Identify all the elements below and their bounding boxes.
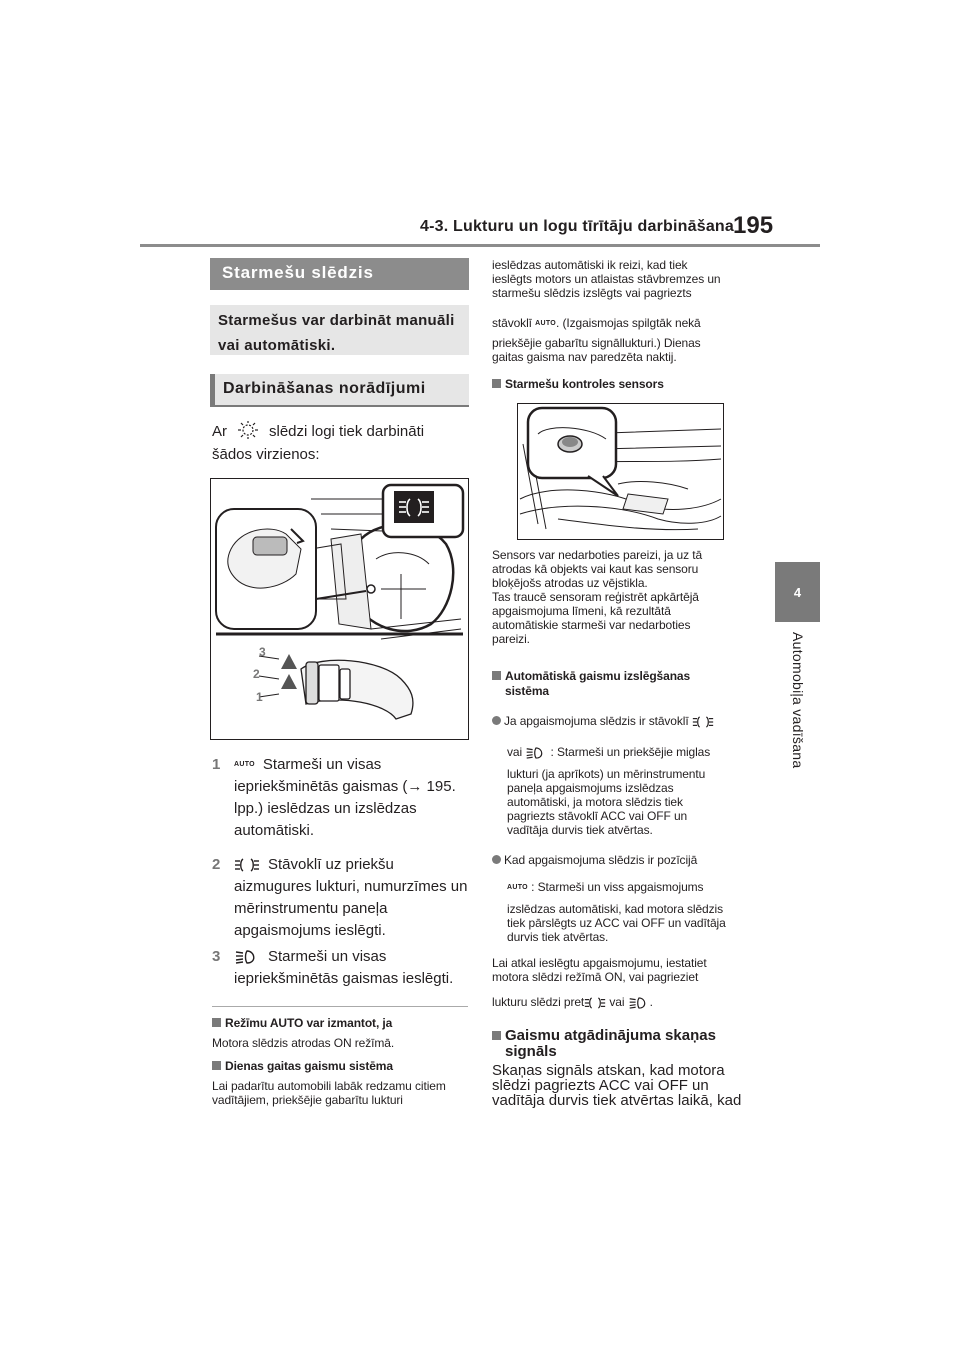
auto-icon: AUTO [535, 320, 557, 327]
drl-continuation-2 [492, 336, 762, 364]
step-text: apgaismojums ieslēgti. [234, 922, 386, 939]
note-heading [212, 1016, 392, 1031]
intro-box: Starmešus var darbināt manuāli vai automātiski. [210, 305, 469, 355]
step-text: iepriekšminētās gaismas ieslēgti. [234, 970, 454, 987]
section-heading: Darbināšanas norādījumi [210, 374, 469, 407]
chapter-tab: 4 [775, 562, 820, 622]
header-rule [140, 244, 820, 247]
intro-paragraph [212, 420, 472, 466]
round-bullet-icon [492, 855, 501, 864]
headlight-icon [525, 746, 547, 760]
text-fragment: : Starmeši un priekšējie miglas [550, 745, 711, 759]
switch-illustration [210, 478, 469, 740]
headlight-icon [628, 996, 650, 1010]
restore-line [492, 995, 762, 1010]
position-label-2: 2 [253, 667, 260, 681]
text-line: automātiskie starmeši var nedarboties [492, 618, 691, 632]
bullet-1-head [492, 714, 762, 729]
step-1 [212, 754, 470, 842]
drl-continuation [492, 258, 762, 300]
intro-text-after: slēdzi logi tiek darbināti [269, 423, 425, 440]
text-line: vadītāja durvis tiek atvērtas laikā, kad [492, 1092, 742, 1109]
step-text: automātiski. [234, 822, 315, 839]
text-line: starmešu slēdzis izslēgts vai pagriezts [492, 286, 692, 300]
note-text [212, 1079, 446, 1107]
step-text: Starmeši un visas [262, 756, 382, 773]
auto-off-heading [492, 669, 762, 699]
step-number: 2 [212, 856, 221, 873]
square-bullet-icon [212, 1061, 221, 1070]
text-line: slēdzi pagriezts ACC vai OFF un [492, 1077, 709, 1094]
text-line: Skaņas signāls atskan, kad motora [492, 1062, 725, 1079]
restore-text [492, 956, 762, 984]
step-text: aizmugures lukturi, numurzīmes un [234, 878, 468, 895]
note-line: vadītājiem, priekšējie gabarītu lukturi [212, 1093, 403, 1107]
sensor-text [492, 548, 762, 646]
light-switch-icon [233, 420, 263, 440]
text-fragment: : Starmeši un viss apgaismojums [531, 880, 704, 894]
text-line: apgaismojuma līmeni, kā rezultātā [492, 604, 671, 618]
step-2 [212, 854, 470, 942]
bullet-2-text [507, 902, 767, 944]
text-line: Sensors var nedarboties pareizi, ja uz tā [492, 548, 703, 562]
text-fragment: Ja apgaismojuma slēdzis ir stāvoklī [504, 714, 689, 728]
bullet-2-line [507, 880, 767, 895]
position-label-3: 3 [259, 645, 266, 659]
text-line: priekšējie gabarītu signāllukturi.) Dienas [492, 336, 701, 350]
text-fragment: . (Izgaismojas spilgtāk nekā [556, 316, 701, 330]
text-line: paneļa apgaismojums izslēdzas [507, 781, 674, 795]
section-header: 4-3. Lukturu un logu tīrītāju darbināšana [420, 218, 735, 235]
heading-line: Gaismu atgādinājuma skaņas [505, 1027, 716, 1044]
reminder-heading [492, 1028, 752, 1060]
auto-icon: AUTO [234, 761, 255, 768]
step-text: Starmeši un visas [268, 948, 387, 965]
note-line: Lai padarītu automobili labāk redzamu citiem [212, 1079, 446, 1093]
page-number: 195 [733, 212, 774, 239]
bullet-1-line [507, 745, 767, 760]
sensor-illustration [517, 403, 724, 540]
note-text: Motora slēdzis atrodas ON režīmā. [212, 1036, 395, 1050]
step-text: iepriekšminētās gaismas (→ 195. [234, 778, 456, 795]
auto-icon: AUTO [507, 884, 528, 891]
bullet-2-head [492, 853, 762, 867]
heading-line: Automātiskā gaismu izslēgšanas [505, 669, 691, 683]
bullet-1-text [507, 767, 767, 837]
parking-lights-icon [692, 715, 714, 729]
text-line: izslēdzas automātiski, kad motora slēdzis [507, 902, 723, 916]
text-line: tiek pārslēgts uz ACC vai OFF un vadītāja [507, 916, 726, 930]
text-line: Lai atkal ieslēgtu apgaismojumu, iestatiet [492, 956, 707, 970]
text-line: gaitas gaisma nav paredzēta naktij. [492, 350, 677, 364]
text-line: motora slēdzi režīmā ON, vai pagrieziet [492, 970, 699, 984]
text-line: automātiski, ja motora slēdzis tiek [507, 795, 683, 809]
text-line: durvis tiek atvērtas. [507, 930, 609, 944]
text-fragment: lukturu slēdzi pret [492, 995, 585, 1009]
text-fragment: vai [609, 995, 625, 1009]
text-line: pareizi. [492, 632, 530, 646]
page-title: Starmešu slēdzis [210, 258, 469, 290]
text-fragment: Kad apgaismojuma slēdzis ir pozīcijā [504, 853, 698, 867]
step-number: 1 [212, 756, 221, 773]
text-line: Tas traucē sensoram reģistrēt apkārtējā [492, 590, 699, 604]
step-text: mērinstrumentu paneļa [234, 900, 388, 917]
position-label-1: 1 [256, 690, 263, 704]
heading-line: signāls [505, 1043, 557, 1060]
reminder-text [492, 1063, 752, 1108]
note-heading [212, 1059, 393, 1074]
square-bullet-icon [212, 1018, 221, 1027]
step-text: Stāvoklī uz priekšu [268, 856, 394, 873]
parking-lights-icon [234, 857, 260, 873]
step-text: lpp.) ieslēdzas un izslēdzas [234, 800, 417, 817]
text-fragment: vai [507, 745, 523, 759]
text-line: ieslēdzas automātiski ik reizi, kad tiek [492, 258, 688, 272]
round-bullet-icon [492, 716, 501, 725]
text-line: atrodas kā objekts vai kaut kas sensoru [492, 562, 699, 576]
square-bullet-icon [492, 671, 501, 680]
text-line: pagriezts stāvoklī ACC vai OFF un [507, 809, 688, 823]
text-fragment: stāvoklī [492, 316, 532, 330]
intro-text-line2: šādos virzienos: [212, 446, 320, 463]
sensor-heading [492, 377, 664, 392]
chapter-label: Automobiļa vadīšana [790, 632, 806, 769]
text-fragment: . [649, 995, 653, 1009]
text-line: lukturi (ja aprīkots) un mērinstrumentu [507, 767, 706, 781]
sensor-heading-text: Starmešu kontroles sensors [505, 377, 664, 391]
text-line: vadītāja durvis tiek atvērtas. [507, 823, 653, 837]
text-line: ieslēgts motors un atlaistas stāvbremzes un [492, 272, 721, 286]
square-bullet-icon [492, 379, 501, 388]
step-3 [212, 946, 470, 990]
heading-line: sistēma [505, 684, 549, 698]
divider [212, 1006, 468, 1007]
parking-lights-icon [584, 996, 606, 1010]
note-heading-text: Dienas gaitas gaismu sistēma [225, 1059, 393, 1073]
square-bullet-icon [492, 1031, 501, 1040]
step-number: 3 [212, 948, 221, 965]
text-line: bloķējošs atrodas uz vējstikla. [492, 576, 648, 590]
intro-text-before: Ar [212, 423, 227, 440]
headlight-icon [234, 949, 260, 965]
drl-position-line [492, 316, 762, 331]
note-heading-text: Režīmu AUTO var izmantot, ja [225, 1016, 393, 1030]
